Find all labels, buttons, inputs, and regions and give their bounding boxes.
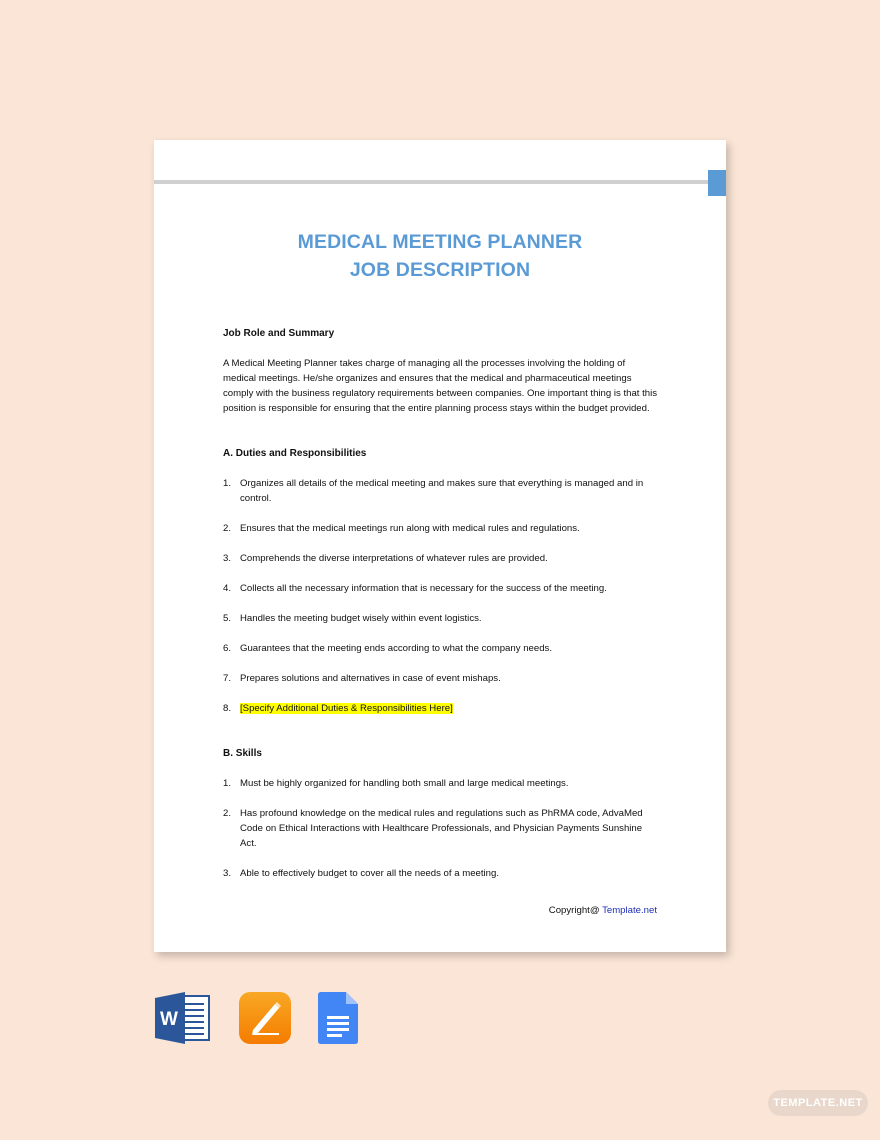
list-item-placeholder: 8. [Specify Additional Duties & Responsibilities Here] [223,703,453,714]
google-docs-icon[interactable] [318,992,358,1049]
svg-text:W: W [160,1009,178,1030]
list-item: 5. Handles the meeting budget wisely within event logistics. [223,613,482,624]
apple-pages-icon[interactable] [239,992,291,1049]
list-item: 2. Has profound knowledge on the medical rules and regulations such as PhRMA code, AdvaMed Code on Ethical Interactions with Healthcare Professionals, and Physician Payments Sunshine Act. [223,808,643,849]
list-item: 7. Prepares solutions and alternatives in case of event mishaps. [223,673,501,684]
title-line-2: JOB DESCRIPTION [349,259,531,281]
duties-heading: A. Duties and Responsibilities [223,448,367,459]
header-accent-block [708,170,726,196]
copyright-link[interactable]: Template.net [602,905,657,916]
duties-list [223,476,659,716]
copyright-prefix: Copyright@ [548,905,603,916]
page-title [154,228,726,284]
list-item: 1. Must be highly organized for handling both small and large medical meetings. [223,778,569,789]
document-page [154,140,726,952]
copyright-line [549,905,657,916]
header-divider [154,180,710,184]
skills-heading: B. Skills [223,748,262,759]
skills-list [223,776,659,881]
template-net-watermark: TEMPLATE.NET [768,1090,868,1116]
list-item: 4. Collects all the necessary information that is necessary for the success of the meeting. [223,583,607,594]
list-item: 3. Able to effectively budget to cover all the needs of a meeting. [223,868,500,879]
summary-text: A Medical Meeting Planner takes charge of managing all the processes involving the holding of medical meetings. He/she organizes and ensures that the medical and pharmaceutical meetings comply with the business regulatory requirements between companies. One important thing is that this position is responsible for ensuring that the entire planning process stays within the budget provided. [223,358,658,414]
list-item: 3. Comprehends the diverse interpretations of whatever rules are provided. [223,553,548,564]
highlighted-placeholder: [Specify Additional Duties & Responsibilities Here] [240,703,453,714]
list-item: 2. Ensures that the medical meetings run along with medical rules and regulations. [223,523,580,534]
summary-heading: Job Role and Summary [223,328,335,339]
list-item: 6. Guarantees that the meeting ends according to what the company needs. [223,643,552,654]
list-item: 1. Organizes all details of the medical meeting and makes sure that everything is managed and in control. [223,478,644,504]
document-body [223,326,659,881]
ms-word-icon[interactable] [155,992,211,1049]
title-line-1: MEDICAL MEETING PLANNER [297,231,583,253]
